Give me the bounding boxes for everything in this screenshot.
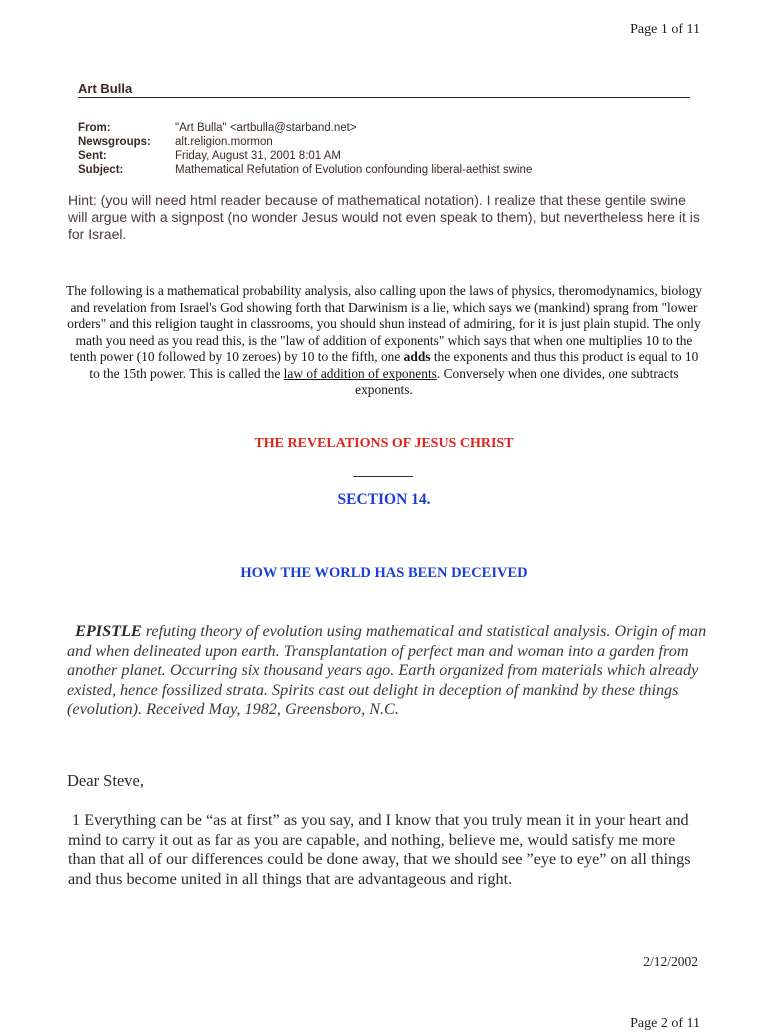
header-row-sent [78,149,532,163]
chapter-heading: HOW THE WORLD HAS BEEN DECEIVED [240,565,528,581]
print-date: 2/12/2002 [643,954,698,969]
section-heading: SECTION 14. [337,491,431,508]
header-value: Friday, August 31, 2001 8:01 AM [175,150,342,162]
divider-rule [353,476,413,477]
intro-bold-word: adds [403,349,431,364]
hint-text: Hint: (you will need html reader because of mathematical notation). I realize that these gentile swine will argue with a signpost (no wonder Jesus would not even speak to them), but nevertheless here it is for Israel. [68,192,700,242]
header-key: From: [78,122,111,134]
header-value: "Art Bulla" <artbulla@starband.net> [175,122,357,134]
header-row-newsgroups [78,135,532,149]
revelations-heading: THE REVELATIONS OF JESUS CHRIST [254,436,514,451]
header-row-from [78,121,532,135]
header-value: alt.religion.mormon [175,136,273,148]
epistle-lead: EPISTLE [75,622,142,640]
message-author: Art Bulla [78,81,690,98]
message-headers [78,121,532,177]
letter-paragraph [68,811,703,889]
header-value: Mathematical Refutation of Evolution confounding liberal-aethist swine [175,164,533,176]
intro-text: The following is a mathematical probability analysis, also calling upon the laws of physics, theromodynamics, biology and revelation from Israel's God showing forth that Darwinism is a lie, which says we (mankind) sprang from "lower orders" and this religion taught in classrooms, you should shun instead of admiring, for it is just plain stupid. The only math you need as you read this, is the "law of addition of exponents" which says that when one multiplies 10 to the tenth power (10 followed by 10 zeroes) by 10 to the fifth, one [66,283,702,364]
header-key: Sent: [78,150,107,162]
letter-salutation: Dear Steve, [67,771,144,790]
header-key: Subject: [78,164,124,176]
epistle-text: refuting theory of evolution using mathematical and statistical analysis. Origin of man and when delineated upon earth. Transplantation of perfect man and woman into a garden from another planet. Occurring six thousand years ago. Earth organized from materials which already existed, hence fossilized strata. Spirits cast out delight in deception of mankind by these things (evolution). Received May, 1982, Greensboro, N.C. [67,622,707,719]
header-row-subject [78,163,532,177]
intro-paragraph [64,283,704,399]
letter-paragraph-text: 1 Everything can be “as at first” as you say, and I know that you truly mean it in your heart and mind to carry it out as far as you are capable, and nothing, believe me, would satisfy me more than that all of our differences could be done away, that we should see ”eye to eye” on all things and thus become united in all things that are advantageous and right. [68,811,691,888]
page-number: Page 1 of 11 [630,22,700,37]
next-page-number: Page 2 of 11 [630,1016,700,1031]
intro-text: the exponents and thus this product is equal to 10 to the 15th power. This is called the [89,349,699,381]
intro-text: . Conversely when one divides, one subtracts exponents. [355,365,679,397]
epistle-summary [67,622,707,720]
intro-underlined-term: law of addition of exponents [283,365,437,381]
header-key: Newsgroups: [78,136,151,148]
